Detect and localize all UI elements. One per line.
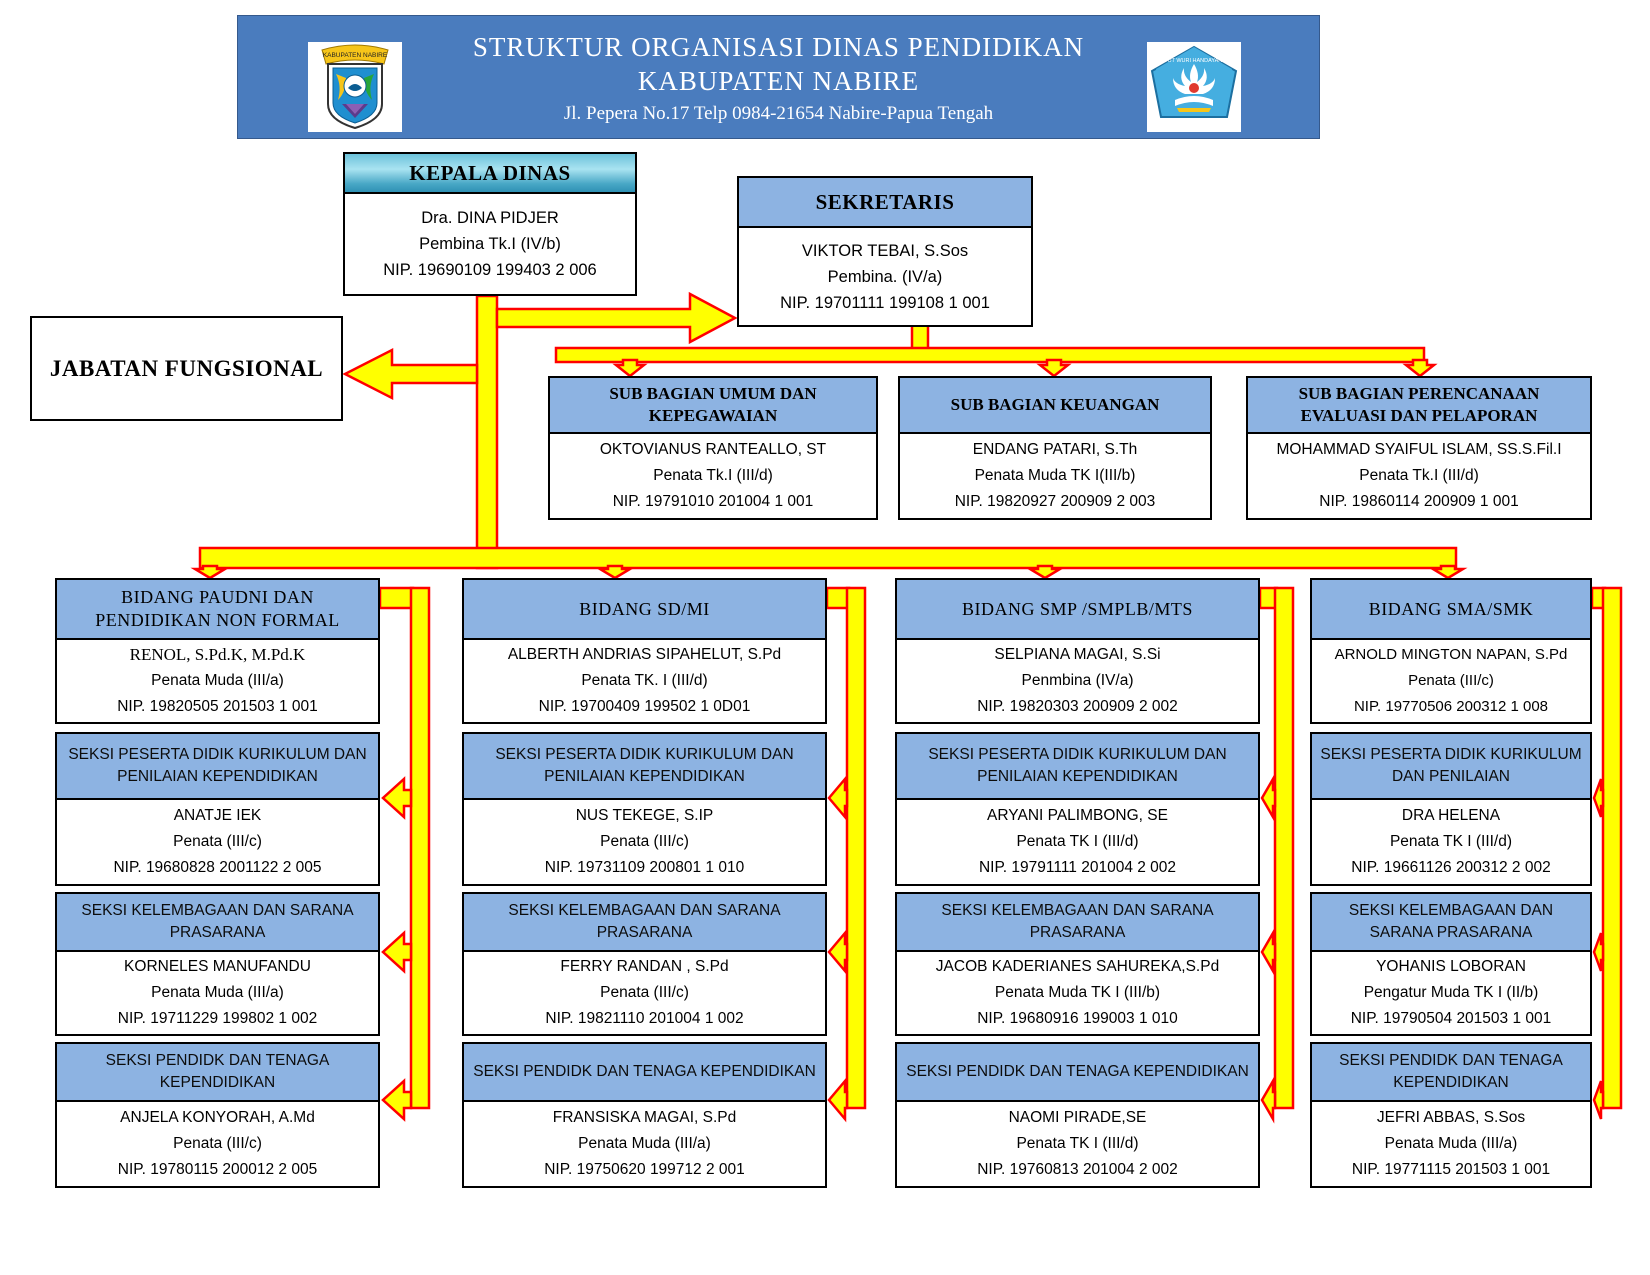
side-trunk-col3 bbox=[1275, 588, 1293, 1108]
sub-bagian-perencanaan-box bbox=[1246, 376, 1592, 520]
banner-title-line1: STRUKTUR ORGANISASI DINAS PENDIDIKAN bbox=[472, 31, 1085, 62]
seksi-title: SEKSI KELEMBAGAAN DAN SARANA PRASARANA bbox=[57, 894, 378, 952]
person-name: FRANSISKA MAGAI, S.Pd bbox=[552, 1109, 737, 1126]
sekretaris-box bbox=[737, 176, 1033, 327]
person-rank: Pembina Tk.I (IV/b) bbox=[419, 235, 561, 253]
person-name: KORNELES MANUFANDU bbox=[124, 958, 311, 975]
person-rank: Penata Muda (III/a) bbox=[578, 1135, 711, 1152]
arrow-col4-seksi1 bbox=[1594, 779, 1603, 817]
person-rank: Penata Muda (III/a) bbox=[151, 984, 284, 1001]
bidang-smp-title: BIDANG SMP /SMPLB/MTS bbox=[897, 580, 1258, 640]
person-rank: Penata Muda TK I(III/b) bbox=[974, 467, 1136, 484]
arrow-col3-seksi1 bbox=[1262, 779, 1275, 817]
person-nip: NIP. 19760813 201004 2 002 bbox=[977, 1161, 1178, 1178]
trunk-kepala-dinas bbox=[477, 296, 497, 568]
col1-seksi-pendidik-box bbox=[55, 1042, 380, 1188]
person-rank: Penata Muda (III/a) bbox=[1384, 1135, 1518, 1152]
tut-wuri-handayani-logo-icon bbox=[1147, 42, 1241, 132]
col4-seksi-peserta-didik-box bbox=[1310, 732, 1592, 886]
person-nip: NIP. 19711229 199802 1 002 bbox=[117, 1010, 318, 1027]
arrow-col4-seksi3 bbox=[1594, 1081, 1603, 1119]
col1-seksi-peserta-didik-box bbox=[55, 732, 380, 886]
seksi-person bbox=[1312, 800, 1590, 884]
bidang-sma-person bbox=[1312, 640, 1590, 722]
person-rank: Penata (III/c) bbox=[600, 984, 689, 1001]
person-nip: NIP. 19820505 201503 1 001 bbox=[117, 698, 318, 715]
person-nip: NIP. 19771115 201503 1 001 bbox=[1351, 1161, 1551, 1178]
arrow-to-bidang-4 bbox=[1433, 566, 1463, 578]
sub-bagian-perencanaan-title: SUB BAGIAN PERENCANAAN EVALUASI DAN PELAPORAN bbox=[1248, 378, 1590, 434]
arrow-col1-seksi3 bbox=[383, 1081, 411, 1119]
person-nip: NIP. 19661126 200312 2 002 bbox=[1351, 859, 1551, 876]
col4-seksi-kelembagaan-box bbox=[1310, 892, 1592, 1036]
person-rank: Penata TK I (III/d) bbox=[1389, 833, 1513, 850]
svg-text:KABUPATEN NABIRE: KABUPATEN NABIRE bbox=[322, 52, 388, 59]
col3-seksi-pendidik-box bbox=[895, 1042, 1260, 1188]
seksi-title: SEKSI KELEMBAGAAN DAN SARANA PRASARANA bbox=[1312, 894, 1590, 952]
bidang-rail bbox=[200, 548, 1456, 568]
stub-col4 bbox=[1592, 588, 1605, 608]
drop-sekretaris bbox=[912, 325, 928, 351]
seksi-title: SEKSI PENDIDK DAN TENAGA KEPENDIDIKAN bbox=[1312, 1044, 1590, 1102]
arrow-col3-seksi3 bbox=[1262, 1081, 1275, 1119]
person-nip: NIP. 19731109 200801 1 010 bbox=[544, 859, 745, 876]
person-name: VIKTOR TEBAI, S.Sos bbox=[801, 241, 969, 260]
person-name: FERRY RANDAN , S.Pd bbox=[560, 958, 729, 975]
person-name: ENDANG PATARI, S.Th bbox=[972, 441, 1138, 458]
person-rank: Penata Tk.I (III/d) bbox=[653, 467, 773, 484]
seksi-person bbox=[464, 952, 825, 1034]
person-rank: Penata (III/c) bbox=[173, 833, 262, 850]
sekretaris-title: SEKRETARIS bbox=[739, 178, 1031, 228]
person-name: ARNOLD MINGTON NAPAN, S.Pd bbox=[1334, 646, 1568, 663]
arrow-col2-seksi3 bbox=[829, 1081, 847, 1119]
arrow-col1-seksi1 bbox=[383, 779, 411, 817]
person-name: MOHAMMAD SYAIFUL ISLAM, SS.S.Fil.I bbox=[1276, 441, 1562, 458]
person-name: ALBERTH ANDRIAS SIPAHELUT, S.Pd bbox=[507, 646, 782, 663]
person-name: SELPIANA MAGAI, S.Si bbox=[994, 646, 1161, 663]
arrow-to-jabatan-fungsional bbox=[345, 350, 477, 398]
bidang-sma-box bbox=[1310, 578, 1592, 724]
person-nip: NIP. 19790504 201503 1 001 bbox=[1350, 1010, 1552, 1027]
arrow-to-bidang-3 bbox=[1030, 566, 1060, 578]
seksi-title: SEKSI KELEMBAGAAN DAN SARANA PRASARANA bbox=[897, 894, 1258, 952]
person-nip: NIP. 19680828 2001122 2 005 bbox=[113, 859, 322, 876]
kepala-dinas-box bbox=[343, 152, 637, 296]
banner-title-line2: KABUPATEN NABIRE bbox=[637, 65, 920, 96]
person-nip: NIP. 19860114 200909 1 001 bbox=[1319, 493, 1519, 510]
person-name: ARYANI PALIMBONG, SE bbox=[987, 807, 1168, 824]
person-rank: Penata Muda (III/a) bbox=[151, 672, 284, 689]
person-name: DRA HELENA bbox=[1401, 807, 1501, 824]
arrow-to-bidang-1 bbox=[195, 566, 225, 578]
bidang-sdmi-box bbox=[462, 578, 827, 724]
person-rank: Pengatur Muda TK I (II/b) bbox=[1363, 984, 1539, 1001]
person-rank: Penata TK I (III/d) bbox=[1016, 833, 1139, 850]
person-rank: Penata TK. I (III/d) bbox=[581, 672, 708, 689]
stub-col3 bbox=[1260, 588, 1277, 608]
col2-seksi-pendidik-box bbox=[462, 1042, 827, 1188]
col2-seksi-peserta-didik-box bbox=[462, 732, 827, 886]
person-nip: NIP. 19780115 200012 2 005 bbox=[117, 1161, 318, 1178]
seksi-title: SEKSI PESERTA DIDIK KURIKULUM DAN PENILAIAN KEPENDIDIKAN bbox=[897, 734, 1258, 800]
seksi-person bbox=[1312, 952, 1590, 1034]
person-rank: Penata (III/c) bbox=[1408, 672, 1494, 689]
sekretaris-person bbox=[739, 228, 1031, 325]
side-trunk-col4 bbox=[1603, 588, 1621, 1108]
seksi-person bbox=[897, 800, 1258, 884]
person-nip: NIP. 19680916 199003 1 010 bbox=[977, 1010, 1178, 1027]
seksi-person bbox=[57, 1102, 378, 1186]
person-name: RENOL, S.Pd.K, M.Pd.K bbox=[129, 645, 306, 664]
col3-seksi-kelembagaan-box bbox=[895, 892, 1260, 1036]
side-trunk-col2 bbox=[847, 588, 865, 1108]
arrow-col2-seksi2 bbox=[829, 933, 847, 971]
sub-bagian-perencanaan-person bbox=[1248, 434, 1590, 518]
person-nip: NIP. 19820303 200909 2 002 bbox=[977, 698, 1178, 715]
seksi-person bbox=[464, 1102, 825, 1186]
bidang-sdmi-title: BIDANG SD/MI bbox=[464, 580, 825, 640]
person-nip: NIP. 19770506 200312 1 008 bbox=[1353, 698, 1549, 715]
person-name: YOHANIS LOBORAN bbox=[1376, 958, 1526, 975]
person-name: NUS TEKEGE, S.IP bbox=[575, 807, 714, 824]
seksi-person bbox=[57, 952, 378, 1034]
person-rank: Penata Muda TK I (III/b) bbox=[994, 984, 1161, 1001]
stub-col2 bbox=[827, 588, 849, 608]
bidang-smp-person bbox=[897, 640, 1258, 722]
side-trunk-col1 bbox=[411, 588, 429, 1108]
col3-seksi-peserta-didik-box bbox=[895, 732, 1260, 886]
person-nip: NIP. 19820927 200909 2 003 bbox=[954, 493, 1156, 510]
person-rank: Penmbina (IV/a) bbox=[1021, 672, 1134, 689]
seksi-person bbox=[57, 800, 378, 884]
banner-address: Jl. Pepera No.17 Telp 0984-21654 Nabire-Papua Tengah bbox=[563, 102, 994, 124]
seksi-title: SEKSI PESERTA DIDIK KURIKULUM DAN PENILAIAN KEPENDIDIKAN bbox=[57, 734, 378, 800]
sub-bagian-keuangan-box bbox=[898, 376, 1212, 520]
stub-col1 bbox=[380, 588, 413, 608]
person-rank: Pembina. (IV/a) bbox=[827, 267, 943, 286]
seksi-title: SEKSI PESERTA DIDIK KURIKULUM DAN PENILAIAN bbox=[1312, 734, 1590, 800]
arrow-to-sekretaris bbox=[497, 294, 735, 342]
seksi-person bbox=[897, 1102, 1258, 1186]
person-nip: NIP. 19750620 199712 2 001 bbox=[544, 1161, 745, 1178]
person-rank: Penata Tk.I (III/d) bbox=[1359, 467, 1479, 484]
arrow-col4-seksi2 bbox=[1594, 933, 1603, 971]
bidang-smp-box bbox=[895, 578, 1260, 724]
sub-bagian-keuangan-title: SUB BAGIAN KEUANGAN bbox=[900, 378, 1210, 434]
bidang-paudni-box bbox=[55, 578, 380, 724]
person-name: OKTOVIANUS RANTEALLO, ST bbox=[599, 441, 827, 458]
person-rank: Penata (III/c) bbox=[173, 1135, 262, 1152]
person-rank: Penata (III/c) bbox=[600, 833, 689, 850]
bidang-sdmi-person bbox=[464, 640, 825, 722]
sub-bagian-umum-box bbox=[548, 376, 878, 520]
sub-bagian-keuangan-person bbox=[900, 434, 1210, 518]
sub-bagian-umum-person bbox=[550, 434, 876, 518]
svg-text:TUT WURI HANDAYANI: TUT WURI HANDAYANI bbox=[1164, 58, 1224, 64]
person-name: ANATJE IEK bbox=[173, 807, 262, 824]
bidang-paudni-person bbox=[57, 640, 378, 722]
seksi-person bbox=[1312, 1102, 1590, 1186]
bidang-paudni-title: BIDANG PAUDNI DAN PENDIDIKAN NON FORMAL bbox=[57, 580, 378, 640]
person-name: ANJELA KONYORAH, A.Md bbox=[120, 1109, 315, 1126]
col4-seksi-pendidik-box bbox=[1310, 1042, 1592, 1188]
seksi-person bbox=[897, 952, 1258, 1034]
seksi-title: SEKSI KELEMBAGAAN DAN SARANA PRASARANA bbox=[464, 894, 825, 952]
person-rank: Penata TK I (III/d) bbox=[1016, 1135, 1139, 1152]
person-nip: NIP. 19791111 201004 2 002 bbox=[978, 859, 1177, 876]
bidang-sma-title: BIDANG SMA/SMK bbox=[1312, 580, 1590, 640]
arrow-col2-seksi1 bbox=[829, 779, 847, 817]
kepala-dinas-person bbox=[345, 194, 635, 294]
person-name: Dra. DINA PIDJER bbox=[421, 209, 559, 227]
seksi-person bbox=[464, 800, 825, 884]
person-nip: NIP. 19701111 199108 1 001 bbox=[780, 293, 990, 312]
person-nip: NIP. 19700409 199502 1 0D01 bbox=[538, 698, 751, 715]
jabatan-fungsional-box: JABATAN FUNGSIONAL bbox=[30, 316, 343, 421]
person-nip: NIP. 19821110 201004 1 002 bbox=[545, 1010, 744, 1027]
arrow-to-sub-bagian-2 bbox=[1040, 360, 1068, 376]
kepala-dinas-title: KEPALA DINAS bbox=[345, 154, 635, 194]
title-banner bbox=[237, 15, 1320, 139]
person-name: JACOB KADERIANES SAHUREKA,S.Pd bbox=[935, 958, 1220, 975]
kabupaten-nabire-crest-icon bbox=[308, 42, 402, 132]
arrow-to-sub-bagian-1 bbox=[616, 360, 644, 376]
col1-seksi-kelembagaan-box bbox=[55, 892, 380, 1036]
arrow-col3-seksi2 bbox=[1262, 933, 1275, 971]
person-name: JEFRI ABBAS, S.Sos bbox=[1376, 1109, 1526, 1126]
col2-seksi-kelembagaan-box bbox=[462, 892, 827, 1036]
seksi-title: SEKSI PENDIDK DAN TENAGA KEPENDIDIKAN bbox=[464, 1044, 825, 1102]
person-name: NAOMI PIRADE,SE bbox=[1008, 1109, 1147, 1126]
arrow-to-sub-bagian-3 bbox=[1406, 360, 1434, 376]
person-nip: NIP. 19791010 201004 1 001 bbox=[612, 493, 814, 510]
person-nip: NIP. 19690109 199403 2 006 bbox=[383, 261, 597, 279]
seksi-title: SEKSI PENDIDK DAN TENAGA KEPENDIDIKAN bbox=[897, 1044, 1258, 1102]
sub-bagian-umum-title: SUB BAGIAN UMUM DAN KEPEGAWAIAN bbox=[550, 378, 876, 434]
arrow-col1-seksi2 bbox=[383, 933, 411, 971]
sub-bagian-rail bbox=[556, 348, 1424, 362]
arrow-to-bidang-2 bbox=[600, 566, 630, 578]
seksi-title: SEKSI PENDIDK DAN TENAGA KEPENDIDIKAN bbox=[57, 1044, 378, 1102]
seksi-title: SEKSI PESERTA DIDIK KURIKULUM DAN PENILAIAN KEPENDIDIKAN bbox=[464, 734, 825, 800]
